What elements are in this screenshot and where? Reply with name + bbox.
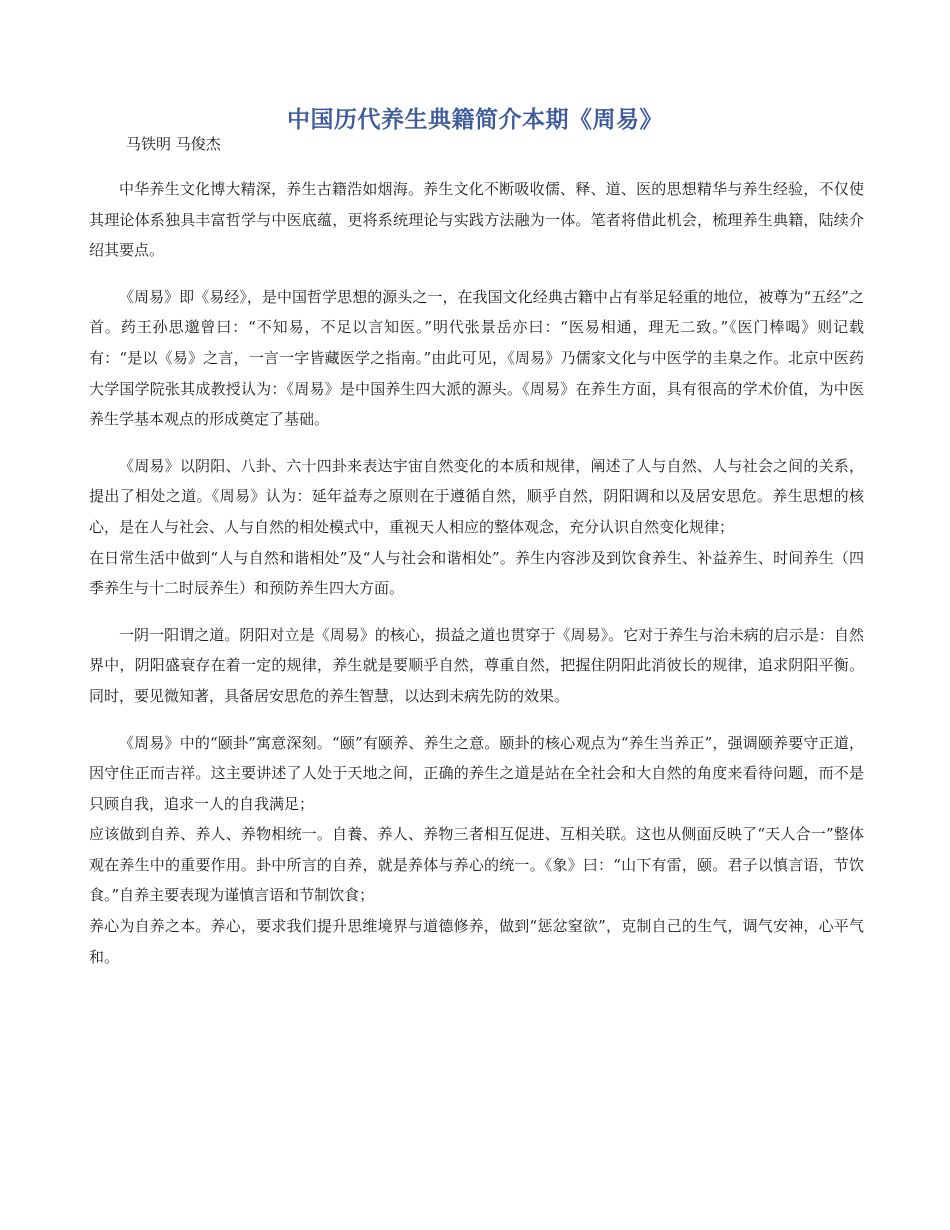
paragraph-self-nourishment: 应该做到自养、养人、养物相统一。自養、养人、养物三者相互促进、互相关联。这也从侧面反映了“天人合一”整体观在养生中的重要作用。卦中所言的自养，就是养体与养心的统一。《象》曰：“山下有雷，颐。君子以慎言语，节饮食。”自养主要表现为谨慎言语和节制饮食；: [89, 825, 864, 905]
paragraph-yi-gua: 《周易》中的“颐卦”寓意深刻。“颐”有颐养、养生之意。颐卦的核心观点为“养生当养正”，强调颐养要守正道，因守住正而吉祥。这主要讲述了人处于天地之间，正确的养生之道是站在全社会和大自然的角度来看待问题，而不是只顾自我，追求一人的自我满足；: [89, 733, 864, 813]
document-body: [89, 174, 864, 972]
document-title: 中国历代养生典籍简介本期《周易》: [287, 106, 663, 133]
paragraph-harmony: 在日常生活中做到“人与自然和谐相处”及“人与社会和谐相处”。养生内容涉及到饮食养生、补益养生、时间养生（四季养生与十二时辰养生）和预防养生四大方面。: [89, 548, 864, 598]
paragraph-yin-yang-bagua: 《周易》以阴阳、八卦、六十四卦来表达宇宙自然变化的本质和规律，阐述了人与自然、人与社会之间的关系，提出了相处之道。《周易》认为：延年益寿之原则在于遵循自然，顺乎自然，阴阳调和以及居安思危。养生思想的核心，是在人与社会、人与自然的相处模式中，重视天人相应的整体观念，充分认识自然变化规律；: [89, 456, 864, 536]
paragraph-nourish-heart: 养心为自养之本。养心，要求我们提升思维境界与道德修养，做到“惩忿窒欲”，克制自己的生气，调气安神，心平气和。: [89, 917, 864, 966]
paragraph-intro: 中华养生文化博大精深，养生古籍浩如烟海。养生文化不断吸收儒、释、道、医的思想精华与养生经验，不仅使其理论体系独具丰富哲学与中医底蕴，更将系统理论与实践方法融为一体。笔者将借此机会，梳理养生典籍，陆续介绍其要点。: [89, 180, 864, 260]
document-authors: 马铁明 马俊杰: [126, 135, 221, 153]
paragraph-zhouyi-status: 《周易》即《易经》，是中国哲学思想的源头之一，在我国文化经典古籍中占有举足轻重的地位，被尊为“五经”之首。药王孙思邈曾曰：“不知易，不足以言知医。”明代张景岳亦曰：“医易相通，理无二致。”《医门棒喝》则记载有：“是以《易》之言，一言一字皆藏医学之指南。”由此可见，《周易》乃儒家文化与中医学的圭臬之作。北京中医药大学国学院张其成教授认为：《周易》是中国养生四大派的源头。《周易》在养生方面，具有很高的学术价值，为中医养生学基本观点的形成奠定了基础。: [89, 287, 864, 429]
paragraph-yin-yang-dao: 一阴一阳谓之道。阴阳对立是《周易》的核心，损益之道也贯穿于《周易》。它对于养生与治未病的启示是：自然界中，阴阳盛衰存在着一定的规律，养生就是要顺乎自然，尊重自然，把握住阴阳此消彼长的规律，追求阴阳平衡。同时，要见微知著，具备居安思危的养生智慧，以达到未病先防的效果。: [89, 625, 864, 705]
